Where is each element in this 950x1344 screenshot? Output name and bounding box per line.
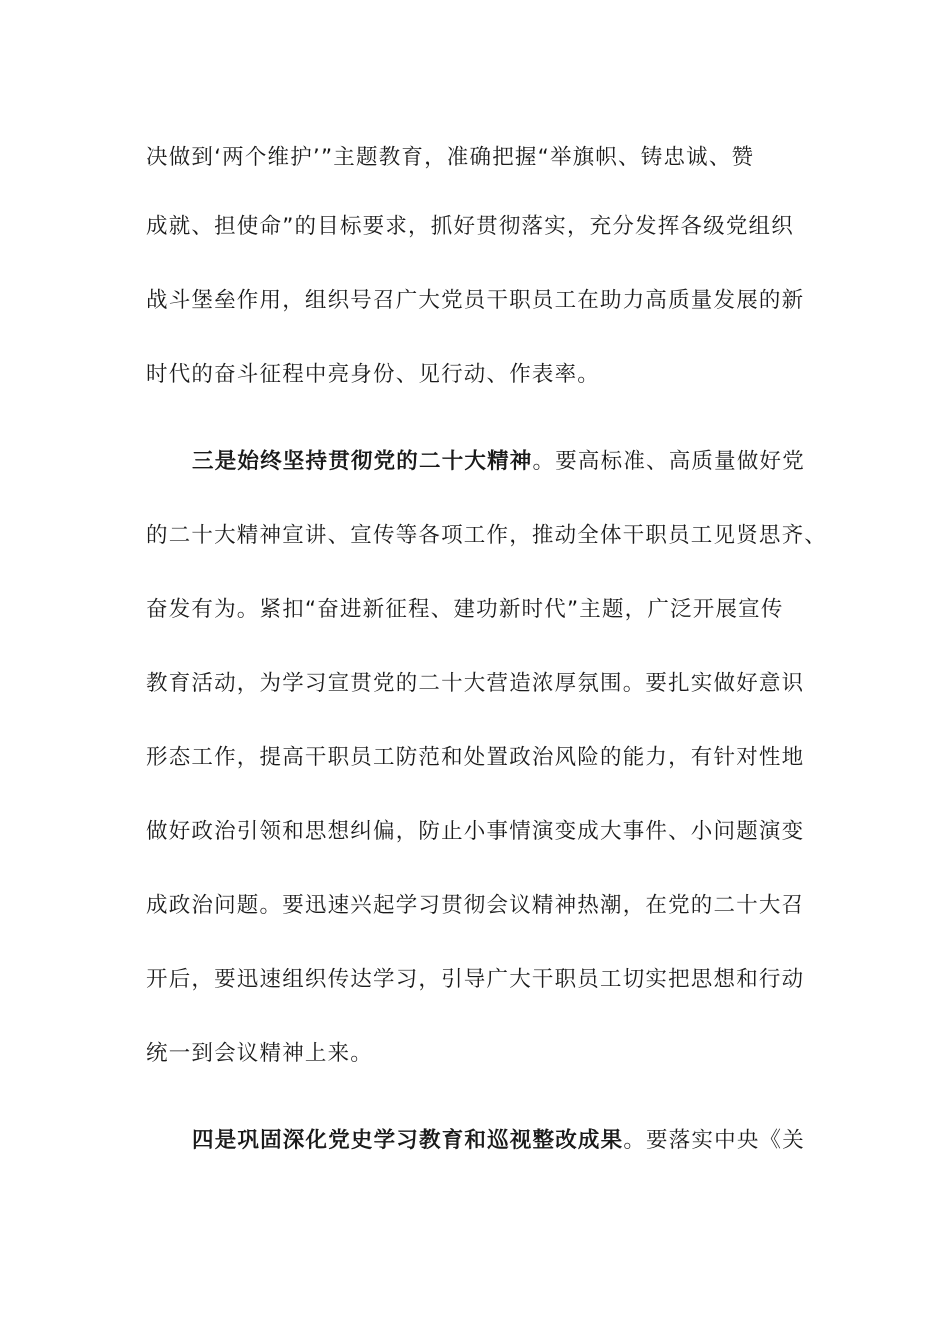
paragraph2-first-line — [192, 447, 805, 477]
paragraph3-first-line-rest: 。要落实中央《关 — [623, 1128, 805, 1153]
paragraph2-line-4: 教育活动，为学习宣贯党的二十大营造浓厚氛围。要扎实做好意识 — [146, 671, 805, 696]
paragraph2-line-7: 成政治问题。要迅速兴起学习贯彻会议精神热潮，在党的二十大召 — [146, 893, 805, 918]
paragraph1-line-4: 时代的奋斗征程中亮身份、见行动、作表率。 — [146, 362, 601, 387]
paragraph2-line-3: 奋发有为。紧扣“奋进新征程、建功新时代”主题，广泛开展宣传 — [146, 597, 784, 622]
paragraph3-heading: 四是巩固深化党史学习教育和巡视整改成果 — [192, 1128, 624, 1153]
paragraph1-line-2: 成就、担使命”的目标要求，抓好贯彻落实，充分发挥各级党组织 — [146, 214, 794, 239]
paragraph2-line-8: 开后，要迅速组织传达学习，引导广大干职员工切实把思想和行动 — [146, 967, 805, 992]
paragraph2-line-9: 统一到会议精神上来。 — [146, 1041, 374, 1066]
paragraph2-line-2: 的二十大精神宣讲、宣传等各项工作，推动全体干职员工见贤思齐、 — [146, 523, 828, 548]
paragraph1-line-3: 战斗堡垒作用，组织号召广大党员干职员工在助力高质量发展的新 — [146, 288, 805, 313]
paragraph2-line-5: 形态工作，提高干职员工防范和处置政治风险的能力，有针对性地 — [146, 745, 805, 770]
paragraph3-first-line — [192, 1126, 805, 1156]
paragraph1-line-1: 决做到‘两个维护’”主题教育，准确把握“举旗帜、铸忠诚、赞 — [146, 145, 755, 170]
paragraph2-first-line-rest: 。要高标准、高质量做好党 — [532, 449, 805, 474]
paragraph2-heading: 三是始终坚持贯彻党的二十大精神 — [192, 449, 533, 474]
paragraph2-line-6: 做好政治引领和思想纠偏，防止小事情演变成大事件、小问题演变 — [146, 819, 805, 844]
